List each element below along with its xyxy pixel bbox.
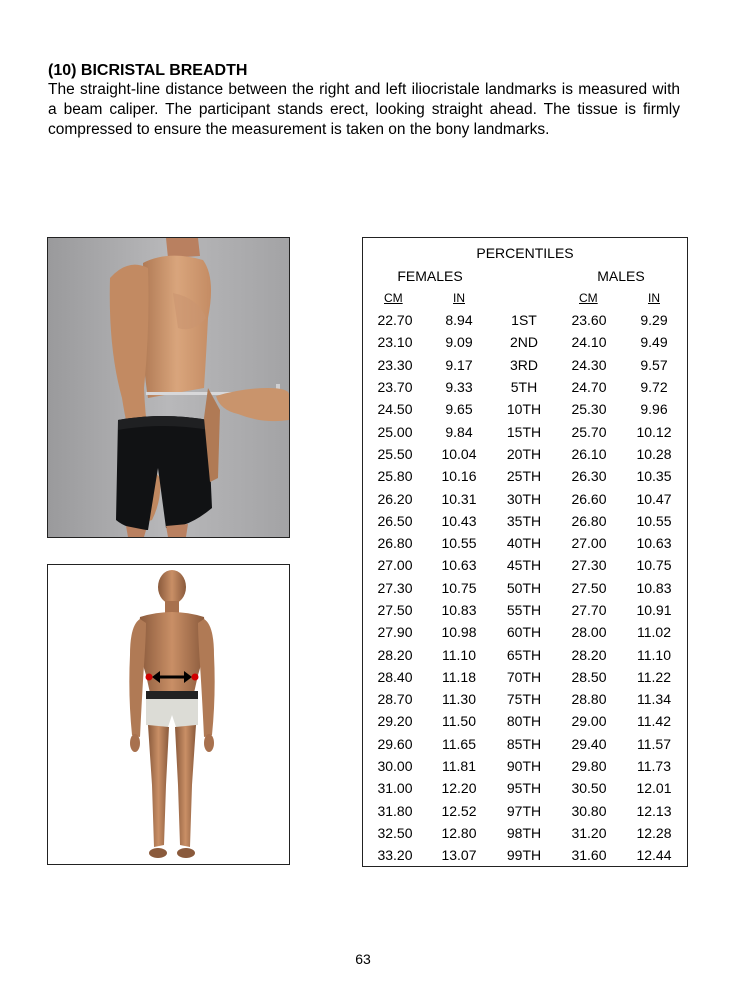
female-in-cell: 11.18 [442, 668, 476, 685]
percentile-cell: 65TH [506, 646, 542, 663]
females-heading: FEMALES [397, 268, 463, 284]
female-in-cell: 10.04 [441, 445, 477, 462]
male-cm-cell: 29.80 [571, 758, 607, 775]
female-cm-cell: 26.50 [377, 512, 413, 529]
female-in-cell: 9.33 [445, 379, 473, 396]
male-cm-cell: 24.30 [571, 356, 607, 373]
percentile-cell: 55TH [506, 602, 542, 618]
table-row [363, 800, 687, 822]
bicristal-breadth-diagram [47, 564, 290, 865]
male-cm-cell: 25.30 [571, 401, 607, 418]
percentile-cell: 97TH [506, 802, 542, 819]
male-in-cell: 9.96 [640, 401, 668, 418]
percentile-cell: 85TH [506, 735, 542, 752]
table-row [363, 554, 687, 576]
female-cm-cell: 27.30 [377, 579, 413, 596]
female-cm-header: CM [384, 291, 403, 305]
unit-headers [363, 291, 687, 307]
right-iliocristale-landmark [192, 674, 199, 681]
male-cm-cell: 26.30 [571, 468, 607, 485]
male-in-cell: 10.75 [636, 557, 672, 574]
female-in-cell: 10.75 [441, 579, 477, 596]
table-row [363, 777, 687, 799]
table-row [363, 666, 687, 688]
table-row [363, 532, 687, 554]
anatomical-figure-image [48, 565, 289, 864]
female-cm-cell: 29.20 [377, 713, 413, 730]
male-cm-cell: 29.00 [571, 713, 607, 730]
female-cm-cell: 27.00 [377, 557, 413, 574]
table-row [363, 309, 687, 331]
female-in-cell: 12.52 [441, 802, 477, 819]
male-in-cell: 10.47 [636, 490, 672, 507]
table-row [363, 487, 687, 509]
male-cm-cell: 24.10 [571, 334, 607, 351]
table-row [363, 465, 687, 487]
male-in-cell: 11.10 [637, 646, 671, 663]
male-cm-cell: 27.50 [571, 579, 607, 596]
percentile-cell: 5TH [510, 379, 538, 396]
table-row [363, 688, 687, 710]
percentile-cell: 15TH [506, 423, 542, 440]
female-in-cell: 10.31 [441, 490, 477, 507]
female-in-cell: 11.81 [442, 758, 476, 775]
table-row [363, 643, 687, 665]
photo-measurement [47, 237, 290, 538]
female-in-cell: 10.83 [441, 602, 477, 618]
female-cm-cell: 32.50 [377, 824, 413, 841]
female-in-cell: 10.43 [441, 512, 477, 529]
female-in-cell: 10.63 [441, 557, 477, 574]
male-in-cell: 12.28 [636, 824, 672, 841]
female-cm-cell: 33.20 [377, 847, 413, 864]
page-number: 63 [355, 951, 371, 967]
male-cm-cell: 31.20 [571, 824, 607, 841]
percentile-cell: 70TH [506, 668, 542, 685]
table-row [363, 443, 687, 465]
male-in-cell: 10.91 [636, 602, 672, 618]
table-row [363, 420, 687, 442]
female-in-cell: 9.65 [445, 401, 473, 418]
female-cm-cell: 23.30 [377, 356, 413, 373]
percentile-cell: 60TH [506, 624, 542, 641]
table-row [363, 844, 687, 866]
male-in-cell: 9.49 [640, 334, 668, 351]
percentile-cell: 35TH [506, 512, 542, 529]
female-cm-cell: 27.50 [377, 602, 413, 618]
female-in-cell: 8.94 [445, 312, 473, 329]
female-cm-cell: 22.70 [377, 312, 413, 329]
female-in-cell: 9.09 [445, 334, 473, 351]
female-in-cell: 10.98 [441, 624, 477, 641]
female-in-cell: 11.50 [442, 713, 476, 730]
percentile-cell: 75TH [506, 691, 542, 708]
percentile-cell: 30TH [506, 490, 542, 507]
male-cm-cell: 23.60 [571, 312, 607, 329]
female-cm-cell: 30.00 [377, 758, 413, 775]
table-row [363, 733, 687, 755]
female-cm-cell: 28.20 [377, 646, 413, 663]
table-row [363, 599, 687, 621]
male-in-cell: 9.57 [640, 356, 668, 373]
female-cm-cell: 25.00 [377, 423, 413, 440]
table-row [363, 331, 687, 353]
female-in-cell: 11.10 [442, 646, 476, 663]
male-cm-cell: 28.00 [571, 624, 607, 641]
percentile-cell: 50TH [506, 579, 542, 596]
female-cm-cell: 25.50 [377, 445, 413, 462]
male-cm-cell: 24.70 [571, 379, 607, 396]
female-in-cell: 11.65 [442, 735, 476, 752]
male-in-cell: 10.55 [636, 512, 672, 529]
male-cm-cell: 26.10 [571, 445, 607, 462]
male-in-cell: 11.42 [637, 713, 671, 730]
section-description: The straight-line distance between the right and left iliocristale landmarks is measured with a beam caliper. The participant stands erect, looking straight ahead. The tissue is firmly compressed to ensure the measurement is taken on the bony landmarks. [48, 81, 680, 138]
male-cm-cell: 29.40 [571, 735, 607, 752]
female-cm-cell: 31.00 [377, 780, 413, 797]
percentile-cell: 10TH [506, 401, 542, 418]
percentile-cell: 3RD [509, 356, 538, 373]
male-in-cell: 9.72 [640, 379, 668, 396]
table-row [363, 621, 687, 643]
male-in-cell: 12.01 [636, 780, 672, 797]
male-in-cell: 11.73 [637, 758, 671, 775]
male-in-cell: 12.13 [636, 802, 672, 819]
female-in-cell: 12.20 [441, 780, 477, 797]
male-in-cell: 9.29 [640, 312, 668, 329]
male-cm-cell: 28.20 [571, 646, 607, 663]
left-iliocristale-landmark [146, 674, 153, 681]
female-cm-cell: 26.80 [377, 535, 413, 552]
female-cm-cell: 27.90 [377, 624, 413, 641]
female-cm-cell: 25.80 [377, 468, 413, 485]
percentile-cell: 25TH [506, 468, 542, 485]
table-row [363, 822, 687, 844]
female-in-cell: 13.07 [441, 847, 477, 864]
female-in-cell: 9.17 [445, 356, 473, 373]
male-in-cell: 10.12 [636, 423, 672, 440]
male-in-cell: 11.02 [637, 624, 671, 641]
male-cm-cell: 26.60 [571, 490, 607, 507]
male-in-cell: 12.44 [636, 847, 672, 864]
table-row [363, 510, 687, 532]
male-in-cell: 10.63 [636, 535, 672, 552]
female-in-cell: 11.30 [442, 691, 476, 708]
table-row [363, 354, 687, 376]
female-cm-cell: 24.50 [377, 401, 413, 418]
female-cm-cell: 28.40 [377, 668, 413, 685]
table-row [363, 577, 687, 599]
section-title: (10) BICRISTAL BREADTH [48, 62, 248, 79]
percentiles-heading: PERCENTILES [476, 245, 574, 261]
male-in-cell: 11.22 [637, 668, 671, 685]
table-row [363, 710, 687, 732]
female-in-cell: 9.84 [445, 423, 473, 440]
percentile-data-table [363, 309, 687, 866]
male-cm-cell: 30.80 [571, 802, 607, 819]
female-in-cell: 12.80 [441, 824, 477, 841]
male-cm-cell: 28.80 [571, 691, 607, 708]
male-cm-cell: 27.70 [571, 602, 607, 618]
photo-measurement-image [48, 238, 289, 537]
percentile-cell: 80TH [506, 713, 542, 730]
male-cm-cell: 31.60 [571, 847, 607, 864]
male-in-header: IN [648, 291, 660, 305]
table-row [363, 398, 687, 420]
female-cm-cell: 26.20 [377, 490, 413, 507]
percentile-cell: 90TH [506, 758, 542, 775]
female-cm-cell: 31.80 [377, 802, 413, 819]
percentile-table [362, 237, 688, 867]
percentile-cell: 2ND [509, 334, 538, 351]
male-cm-cell: 25.70 [571, 423, 607, 440]
female-in-cell: 10.55 [441, 535, 477, 552]
males-heading: MALES [597, 268, 645, 284]
male-in-cell: 11.34 [637, 691, 671, 708]
table-row [363, 755, 687, 777]
female-cm-cell: 28.70 [377, 691, 413, 708]
percentile-cell: 20TH [506, 445, 542, 462]
percentile-cell: 95TH [506, 780, 542, 797]
male-in-cell: 10.28 [636, 445, 672, 462]
female-cm-cell: 29.60 [377, 735, 413, 752]
female-cm-cell: 23.70 [377, 379, 413, 396]
male-cm-cell: 28.50 [571, 668, 607, 685]
female-in-cell: 10.16 [441, 468, 477, 485]
male-cm-cell: 27.30 [571, 557, 607, 574]
percentile-cell: 45TH [506, 557, 542, 574]
male-cm-cell: 27.00 [571, 535, 607, 552]
male-cm-cell: 26.80 [571, 512, 607, 529]
male-in-cell: 10.35 [636, 468, 672, 485]
percentile-cell: 98TH [506, 824, 542, 841]
male-in-cell: 10.83 [636, 579, 672, 596]
percentile-cell: 1ST [511, 312, 537, 329]
male-cm-cell: 30.50 [571, 780, 607, 797]
female-cm-cell: 23.10 [377, 334, 413, 351]
male-in-cell: 11.57 [637, 735, 671, 752]
table-row [363, 376, 687, 398]
percentile-cell: 99TH [506, 847, 542, 864]
male-cm-header: CM [579, 291, 598, 305]
percentile-cell: 40TH [506, 535, 542, 552]
female-in-header: IN [453, 291, 465, 305]
